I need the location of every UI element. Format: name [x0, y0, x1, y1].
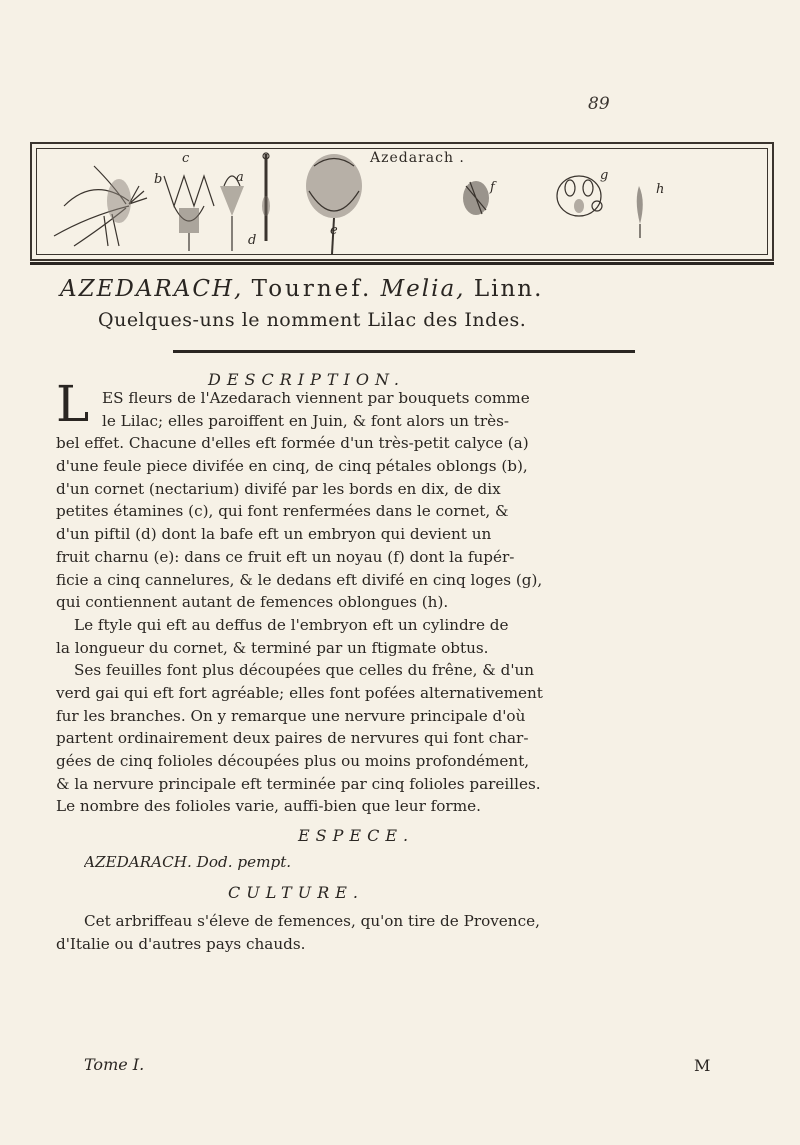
- figure-label-c: c: [182, 151, 190, 166]
- figure-label-g: g: [600, 168, 609, 183]
- figure-label-e: e: [330, 223, 338, 238]
- text-line: d'un piftil (d) dont la bafe eft un embryon qui devient un: [56, 525, 492, 544]
- pistil-figure-d: [262, 153, 270, 241]
- culture-body: [56, 910, 746, 955]
- text-line: petites étamines (c), qui font renfermées dans le cornet, &: [56, 502, 509, 521]
- text-line: AZEDARACH. Dod. pempt.: [84, 853, 292, 871]
- heading-melia: Melia,: [380, 276, 466, 302]
- text-line: le Lilac; elles paroiffent en Juin, & font alors un très-: [102, 411, 510, 430]
- text-line: ficie a cinq cannelures, & le dedans eft divifé en cinq loges (g),: [56, 570, 543, 589]
- culture-title: CULTURE.: [228, 883, 365, 902]
- description-title: DESCRIPTION.: [208, 370, 406, 389]
- seed-figure-h: [637, 186, 643, 238]
- figure-label-f: f: [490, 180, 495, 195]
- subheading: Quelques-uns le nomment Lilac des Indes.: [98, 309, 527, 331]
- fruit-figure-e: [306, 154, 362, 254]
- text-line: fur les branches. On y remarque une nervure principale d'où: [56, 706, 526, 725]
- text-line: gées de cinq folioles découpées plus ou moins profondément,: [56, 752, 530, 770]
- text-line: d'Italie ou d'autres pays chauds.: [56, 934, 306, 953]
- figure-label-d: d: [248, 233, 257, 248]
- text-line: qui contiennent autant de femences oblongues (h).: [56, 593, 449, 612]
- text-line: & la nervure principale eft terminée par cinq folioles pareilles.: [56, 774, 541, 793]
- heading-tournefort: Tournef.: [251, 276, 373, 302]
- volume-label: Tome I.: [84, 1055, 145, 1074]
- text-line: fruit charnu (e): dans ce fruit eft un noyau (f) dont la fupér-: [56, 547, 515, 566]
- heading-genus: AZEDARACH,: [60, 276, 244, 302]
- stamens-figure-c: [164, 176, 214, 251]
- text-line: d'un cornet (nectarium) divifé par les bords en dix, de dix: [56, 479, 501, 498]
- section-figure-g: [557, 176, 602, 216]
- page-heading: [60, 276, 750, 302]
- text-line: Ses feuilles font plus découpées que celles du frêne, & d'un: [74, 661, 535, 680]
- signature-mark: M: [694, 1056, 711, 1075]
- figure-label-a: a: [236, 170, 244, 185]
- petals-figure-b: [54, 166, 147, 246]
- heading-linnaeus: Linn.: [473, 276, 544, 302]
- text-line: la longueur du cornet, & terminé par un ftigmate obtus.: [56, 638, 489, 657]
- description-body: [56, 387, 746, 818]
- stone-figure-f: [463, 181, 489, 215]
- text-line: ES fleurs de l'Azedarach viennent par bouquets comme: [102, 389, 530, 407]
- figure-label-b: b: [154, 172, 163, 187]
- plate-illustration: [34, 146, 770, 258]
- plate-title: Azedarach .: [370, 150, 465, 166]
- page-number: 89: [588, 94, 610, 114]
- text-line: Le nombre des folioles varie, auffi-bien que leur forme.: [56, 797, 481, 816]
- figure-label-h: h: [656, 182, 665, 197]
- espece-title: ESPECE.: [298, 826, 415, 845]
- text-line: Cet arbriffeau s'éleve de femences, qu'on tire de Provence,: [84, 912, 540, 930]
- text-line: bel effet. Chacune d'elles eft formée d'un très-petit calyce (a): [56, 434, 529, 453]
- text-line: d'une feule piece divifée en cinq, de cinq pétales oblongs (b),: [56, 457, 528, 476]
- text-line: partent ordinairement deux paires de nervures qui font char-: [56, 729, 529, 748]
- text-line: verd gai qui eft fort agréable; elles font pofées alternativement: [56, 683, 543, 702]
- text-line: Le ftyle qui eft au deffus de l'embryon eft un cylindre de: [74, 615, 509, 634]
- plate-bottom-rule: [30, 262, 774, 265]
- drop-capital: L: [56, 375, 90, 433]
- calyx-figure-a: [220, 176, 244, 251]
- espece-body: [84, 851, 774, 874]
- section-divider: [173, 350, 635, 353]
